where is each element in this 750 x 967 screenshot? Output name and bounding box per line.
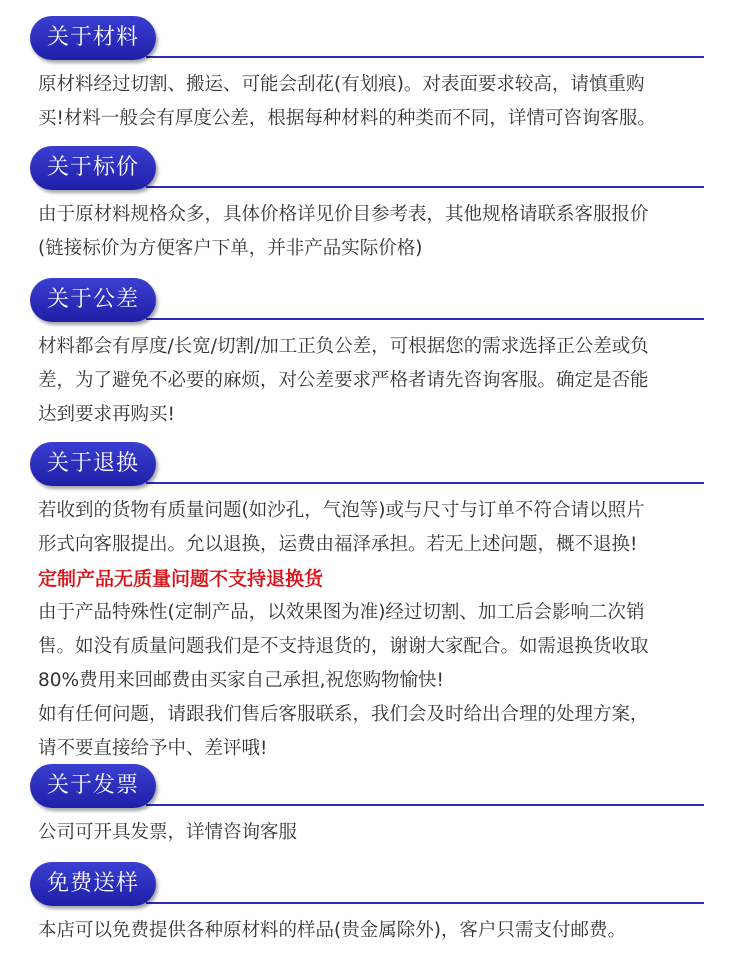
section-divider (146, 482, 704, 484)
body-line: 达到要求再购买! (38, 404, 175, 425)
body-line: 由于原材料规格众多，具体价格详见价目参考表，其他规格请联系客服报价 (38, 204, 649, 225)
section-body (38, 816, 714, 850)
body-line: 差，为了避免不必要的麻烦，对公差要求严格者请先咨询客服。确定是否能 (38, 370, 649, 391)
section-title: 关于发票 (30, 764, 156, 808)
body-line: 请不要直接给予中、差评哦! (38, 738, 268, 759)
section-header (0, 12, 750, 62)
section-title: 关于公差 (30, 278, 156, 322)
highlight-notice: 定制产品无质量问题不支持退换货 (38, 568, 324, 590)
body-line: 材料都会有厚度/长宽/切割/加工正负公差，可根据您的需求选择正公差或负 (38, 336, 649, 357)
section-header (0, 274, 750, 324)
body-line: 本店可以免费提供各种原材料的样品(贵金属除外)，客户只需支付邮费。 (38, 920, 626, 941)
section-body (38, 914, 714, 948)
section-divider (146, 902, 704, 904)
body-line: 由于产品特殊性(定制产品，以效果图为准)经过切割、加工后会影响二次销 (38, 602, 645, 623)
section-body (38, 330, 714, 432)
section-title: 关于标价 (30, 146, 156, 190)
body-line: 公司可开具发票，详情咨询客服 (38, 822, 298, 843)
section-title: 免费送样 (30, 862, 156, 906)
section-divider (146, 56, 704, 58)
section-about-tolerance (0, 274, 750, 425)
body-line: 形式向客服提出。允以退换，运费由福泽承担。若无上述问题，概不退换! (38, 534, 638, 555)
section-header (0, 760, 750, 810)
section-body (38, 68, 714, 136)
body-line: 若收到的货物有质量问题(如沙孔，气泡等)或与尺寸与订单不符合请以照片 (38, 500, 645, 521)
section-divider (146, 318, 704, 320)
section-header (0, 142, 750, 192)
section-title: 关于退换 (30, 442, 156, 486)
section-body (38, 494, 714, 766)
body-line: 售。如没有质量问题我们是不支持退货的，谢谢大家配合。如需退换货收取 (38, 636, 649, 657)
section-header (0, 438, 750, 488)
section-divider (146, 186, 704, 188)
section-divider (146, 804, 704, 806)
body-line: 原材料经过切割、搬运、可能会刮花(有划痕)。对表面要求较高，请慎重购 (38, 74, 645, 95)
section-body (38, 198, 714, 266)
body-line: 80%费用来回邮费由买家自己承担,祝您购物愉快! (38, 670, 444, 691)
body-line: 买!材料一般会有厚度公差，根据每种材料的种类而不同，详情可咨询客服。 (38, 108, 656, 129)
section-about-materials (0, 12, 750, 129)
section-free-samples (0, 858, 750, 941)
section-about-invoice (0, 760, 750, 843)
body-line: (链接标价为方便客户下单，并非产品实际价格) (38, 238, 423, 259)
body-line: 如有任何问题，请跟我们售后客服联系，我们会及时给出合理的处理方案， (38, 704, 649, 725)
section-title: 关于材料 (30, 16, 156, 60)
section-about-returns (0, 438, 750, 759)
section-about-pricing (0, 142, 750, 259)
section-header (0, 858, 750, 908)
